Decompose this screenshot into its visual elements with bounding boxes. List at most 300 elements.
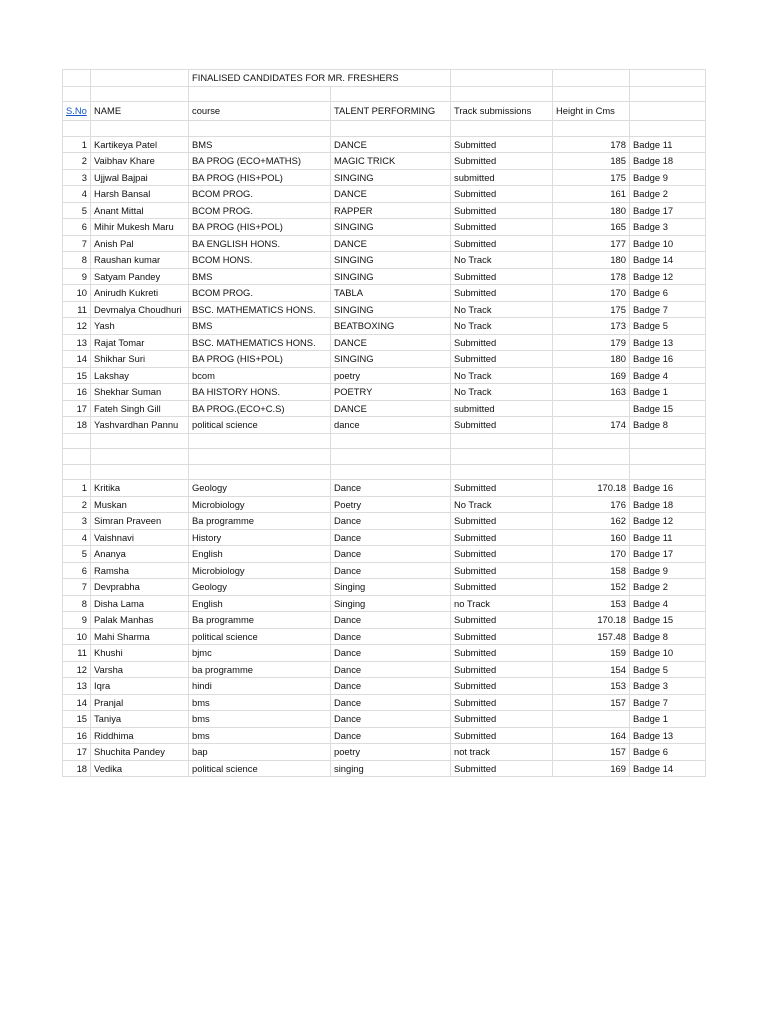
cell-badge[interactable]: Badge 16 bbox=[630, 351, 706, 368]
cell-height[interactable]: 177 bbox=[553, 235, 630, 252]
cell-height[interactable]: 174 bbox=[553, 417, 630, 434]
cell-talent[interactable]: DANCE bbox=[331, 334, 451, 351]
empty-cell[interactable] bbox=[553, 121, 630, 137]
cell-talent[interactable]: Dance bbox=[331, 727, 451, 744]
cell-course[interactable]: BMS bbox=[189, 136, 331, 153]
cell-height[interactable]: 157 bbox=[553, 744, 630, 761]
cell-course[interactable]: BA HISTORY HONS. bbox=[189, 384, 331, 401]
cell-track[interactable]: no Track bbox=[451, 595, 553, 612]
cell-course[interactable]: BA PROG (HIS+POL) bbox=[189, 219, 331, 236]
cell-sno[interactable]: 10 bbox=[63, 285, 91, 302]
cell-badge[interactable]: Badge 6 bbox=[630, 744, 706, 761]
cell-talent[interactable]: poetry bbox=[331, 367, 451, 384]
cell-track[interactable]: Submitted bbox=[451, 727, 553, 744]
cell-badge[interactable]: Badge 13 bbox=[630, 727, 706, 744]
cell-course[interactable]: BMS bbox=[189, 318, 331, 335]
cell-track[interactable]: Submitted bbox=[451, 513, 553, 530]
cell-course[interactable]: BCOM PROG. bbox=[189, 186, 331, 203]
cell-sno[interactable]: 9 bbox=[63, 612, 91, 629]
cell-sno[interactable]: 5 bbox=[63, 202, 91, 219]
header-talent[interactable]: TALENT PERFORMING bbox=[331, 102, 451, 121]
cell-course[interactable]: BSC. MATHEMATICS HONS. bbox=[189, 334, 331, 351]
cell-badge[interactable]: Badge 17 bbox=[630, 202, 706, 219]
cell-sno[interactable]: 1 bbox=[63, 136, 91, 153]
cell-sno[interactable]: 18 bbox=[63, 760, 91, 777]
cell-height[interactable] bbox=[553, 400, 630, 417]
empty-cell[interactable] bbox=[451, 86, 553, 102]
cell-course[interactable]: BMS bbox=[189, 268, 331, 285]
cell-sno[interactable]: 3 bbox=[63, 513, 91, 530]
cell-sno[interactable]: 9 bbox=[63, 268, 91, 285]
cell-track[interactable]: No Track bbox=[451, 367, 553, 384]
cell-name[interactable]: Kritika bbox=[91, 480, 189, 497]
cell-sno[interactable]: 16 bbox=[63, 384, 91, 401]
cell-height[interactable]: 160 bbox=[553, 529, 630, 546]
cell-badge[interactable]: Badge 4 bbox=[630, 367, 706, 384]
cell-track[interactable]: Submitted bbox=[451, 661, 553, 678]
cell-height[interactable]: 169 bbox=[553, 760, 630, 777]
cell-course[interactable]: BCOM HONS. bbox=[189, 252, 331, 269]
cell-track[interactable]: No Track bbox=[451, 496, 553, 513]
cell-name[interactable]: Pranjal bbox=[91, 694, 189, 711]
cell-sno[interactable]: 18 bbox=[63, 417, 91, 434]
cell-name[interactable]: Khushi bbox=[91, 645, 189, 662]
cell-talent[interactable]: Singing bbox=[331, 595, 451, 612]
cell-badge[interactable]: Badge 12 bbox=[630, 268, 706, 285]
empty-cell[interactable] bbox=[553, 464, 630, 480]
cell-name[interactable]: Mahi Sharma bbox=[91, 628, 189, 645]
cell-course[interactable]: BA PROG (HIS+POL) bbox=[189, 169, 331, 186]
cell-track[interactable]: Submitted bbox=[451, 694, 553, 711]
cell-height[interactable]: 163 bbox=[553, 384, 630, 401]
cell-track[interactable]: Submitted bbox=[451, 612, 553, 629]
cell-badge[interactable]: Badge 10 bbox=[630, 235, 706, 252]
cell-talent[interactable]: Dance bbox=[331, 480, 451, 497]
cell-talent[interactable]: DANCE bbox=[331, 235, 451, 252]
empty-cell[interactable] bbox=[63, 86, 91, 102]
cell-name[interactable]: Fateh Singh Gill bbox=[91, 400, 189, 417]
cell-track[interactable]: Submitted bbox=[451, 202, 553, 219]
cell-talent[interactable]: POETRY bbox=[331, 384, 451, 401]
cell-track[interactable]: Submitted bbox=[451, 628, 553, 645]
cell-badge[interactable]: Badge 4 bbox=[630, 595, 706, 612]
header-track[interactable]: Track submissions bbox=[451, 102, 553, 121]
empty-cell[interactable] bbox=[451, 121, 553, 137]
cell-name[interactable]: Ramsha bbox=[91, 562, 189, 579]
cell-name[interactable]: Yash bbox=[91, 318, 189, 335]
cell-badge[interactable]: Badge 3 bbox=[630, 219, 706, 236]
cell-badge[interactable]: Badge 9 bbox=[630, 169, 706, 186]
cell-course[interactable]: bms bbox=[189, 711, 331, 728]
cell-talent[interactable]: SINGING bbox=[331, 301, 451, 318]
cell-talent[interactable]: Dance bbox=[331, 628, 451, 645]
cell-talent[interactable]: dance bbox=[331, 417, 451, 434]
cell-talent[interactable]: Singing bbox=[331, 579, 451, 596]
cell-sno[interactable]: 17 bbox=[63, 744, 91, 761]
empty-cell[interactable] bbox=[189, 121, 331, 137]
empty-cell[interactable] bbox=[189, 449, 331, 465]
cell-track[interactable]: not track bbox=[451, 744, 553, 761]
cell-height[interactable]: 170.18 bbox=[553, 480, 630, 497]
cell-track[interactable]: submitted bbox=[451, 169, 553, 186]
cell-talent[interactable]: TABLA bbox=[331, 285, 451, 302]
cell-talent[interactable]: Dance bbox=[331, 711, 451, 728]
cell-sno[interactable]: 3 bbox=[63, 169, 91, 186]
cell-talent[interactable]: MAGIC TRICK bbox=[331, 153, 451, 170]
cell-name[interactable]: Lakshay bbox=[91, 367, 189, 384]
cell-sno[interactable]: 15 bbox=[63, 711, 91, 728]
cell-track[interactable]: Submitted bbox=[451, 645, 553, 662]
cell-name[interactable]: Vaibhav Khare bbox=[91, 153, 189, 170]
cell-height[interactable]: 152 bbox=[553, 579, 630, 596]
cell-sno[interactable]: 4 bbox=[63, 186, 91, 203]
cell-talent[interactable]: SINGING bbox=[331, 169, 451, 186]
cell-height[interactable]: 158 bbox=[553, 562, 630, 579]
cell-name[interactable]: Muskan bbox=[91, 496, 189, 513]
cell-height[interactable]: 154 bbox=[553, 661, 630, 678]
empty-cell[interactable] bbox=[553, 449, 630, 465]
empty-cell[interactable] bbox=[553, 70, 630, 87]
cell-sno[interactable]: 12 bbox=[63, 318, 91, 335]
cell-course[interactable]: political science bbox=[189, 417, 331, 434]
cell-talent[interactable]: Dance bbox=[331, 546, 451, 563]
cell-badge[interactable]: Badge 15 bbox=[630, 612, 706, 629]
cell-name[interactable]: Iqra bbox=[91, 678, 189, 695]
empty-cell[interactable] bbox=[189, 433, 331, 449]
cell-badge[interactable]: Badge 18 bbox=[630, 153, 706, 170]
cell-height[interactable] bbox=[553, 711, 630, 728]
cell-track[interactable]: No Track bbox=[451, 384, 553, 401]
cell-track[interactable]: Submitted bbox=[451, 678, 553, 695]
cell-course[interactable]: political science bbox=[189, 760, 331, 777]
cell-course[interactable]: bms bbox=[189, 694, 331, 711]
cell-course[interactable]: Geology bbox=[189, 579, 331, 596]
empty-cell[interactable] bbox=[331, 433, 451, 449]
cell-height[interactable]: 170 bbox=[553, 546, 630, 563]
cell-badge[interactable]: Badge 16 bbox=[630, 480, 706, 497]
cell-track[interactable]: No Track bbox=[451, 301, 553, 318]
cell-badge[interactable]: Badge 10 bbox=[630, 645, 706, 662]
cell-track[interactable]: Submitted bbox=[451, 546, 553, 563]
cell-height[interactable]: 159 bbox=[553, 645, 630, 662]
cell-badge[interactable]: Badge 14 bbox=[630, 252, 706, 269]
cell-name[interactable]: Disha Lama bbox=[91, 595, 189, 612]
cell-course[interactable]: bcom bbox=[189, 367, 331, 384]
cell-course[interactable]: Ba programme bbox=[189, 513, 331, 530]
empty-cell[interactable] bbox=[451, 449, 553, 465]
empty-cell[interactable] bbox=[63, 121, 91, 137]
cell-name[interactable]: Vaishnavi bbox=[91, 529, 189, 546]
header-sno[interactable] bbox=[63, 102, 91, 121]
cell-sno[interactable]: 2 bbox=[63, 153, 91, 170]
cell-track[interactable]: Submitted bbox=[451, 285, 553, 302]
cell-badge[interactable]: Badge 2 bbox=[630, 579, 706, 596]
cell-badge[interactable]: Badge 12 bbox=[630, 513, 706, 530]
cell-badge[interactable]: Badge 13 bbox=[630, 334, 706, 351]
cell-talent[interactable]: SINGING bbox=[331, 219, 451, 236]
cell-track[interactable]: Submitted bbox=[451, 334, 553, 351]
cell-track[interactable]: Submitted bbox=[451, 562, 553, 579]
cell-badge[interactable]: Badge 9 bbox=[630, 562, 706, 579]
cell-talent[interactable]: DANCE bbox=[331, 400, 451, 417]
cell-badge[interactable]: Badge 18 bbox=[630, 496, 706, 513]
cell-badge[interactable]: Badge 8 bbox=[630, 628, 706, 645]
cell-badge[interactable]: Badge 17 bbox=[630, 546, 706, 563]
cell-height[interactable]: 180 bbox=[553, 351, 630, 368]
empty-cell[interactable] bbox=[91, 464, 189, 480]
cell-name[interactable]: Mihir Mukesh Maru bbox=[91, 219, 189, 236]
empty-cell[interactable] bbox=[63, 70, 91, 87]
cell-course[interactable]: BCOM PROG. bbox=[189, 285, 331, 302]
cell-sno[interactable]: 15 bbox=[63, 367, 91, 384]
cell-talent[interactable]: Dance bbox=[331, 661, 451, 678]
empty-cell[interactable] bbox=[331, 86, 451, 102]
cell-badge[interactable]: Badge 11 bbox=[630, 529, 706, 546]
cell-name[interactable]: Varsha bbox=[91, 661, 189, 678]
cell-sno[interactable]: 6 bbox=[63, 219, 91, 236]
cell-name[interactable]: Anish Pal bbox=[91, 235, 189, 252]
cell-talent[interactable]: poetry bbox=[331, 744, 451, 761]
cell-height[interactable]: 170.18 bbox=[553, 612, 630, 629]
empty-cell[interactable] bbox=[630, 433, 706, 449]
cell-course[interactable]: political science bbox=[189, 628, 331, 645]
header-height[interactable]: Height in Cms bbox=[553, 102, 630, 121]
cell-track[interactable]: No Track bbox=[451, 318, 553, 335]
cell-track[interactable]: Submitted bbox=[451, 351, 553, 368]
empty-cell[interactable] bbox=[331, 449, 451, 465]
cell-course[interactable]: BA PROG (ECO+MATHS) bbox=[189, 153, 331, 170]
cell-track[interactable]: Submitted bbox=[451, 480, 553, 497]
cell-height[interactable]: 153 bbox=[553, 678, 630, 695]
cell-name[interactable]: Anirudh Kukreti bbox=[91, 285, 189, 302]
cell-sno[interactable]: 2 bbox=[63, 496, 91, 513]
cell-track[interactable]: Submitted bbox=[451, 529, 553, 546]
cell-name[interactable]: Taniya bbox=[91, 711, 189, 728]
empty-cell[interactable] bbox=[451, 464, 553, 480]
cell-sno[interactable]: 13 bbox=[63, 678, 91, 695]
cell-sno[interactable]: 17 bbox=[63, 400, 91, 417]
header-name[interactable]: NAME bbox=[91, 102, 189, 121]
cell-name[interactable]: Satyam Pandey bbox=[91, 268, 189, 285]
empty-cell[interactable] bbox=[91, 433, 189, 449]
cell-name[interactable]: Simran Praveen bbox=[91, 513, 189, 530]
cell-sno[interactable]: 6 bbox=[63, 562, 91, 579]
empty-cell[interactable] bbox=[630, 464, 706, 480]
cell-name[interactable]: Yashvardhan Pannu bbox=[91, 417, 189, 434]
cell-course[interactable]: English bbox=[189, 546, 331, 563]
empty-cell[interactable] bbox=[630, 121, 706, 137]
cell-course[interactable]: ba programme bbox=[189, 661, 331, 678]
empty-cell[interactable] bbox=[630, 86, 706, 102]
cell-name[interactable]: Harsh Bansal bbox=[91, 186, 189, 203]
cell-course[interactable]: Ba programme bbox=[189, 612, 331, 629]
cell-name[interactable]: Rajat Tomar bbox=[91, 334, 189, 351]
cell-track[interactable]: Submitted bbox=[451, 579, 553, 596]
cell-talent[interactable]: Dance bbox=[331, 562, 451, 579]
empty-cell[interactable] bbox=[630, 102, 706, 121]
empty-cell[interactable] bbox=[331, 464, 451, 480]
cell-talent[interactable]: SINGING bbox=[331, 252, 451, 269]
cell-badge[interactable]: Badge 14 bbox=[630, 760, 706, 777]
cell-course[interactable]: Geology bbox=[189, 480, 331, 497]
empty-cell[interactable] bbox=[189, 464, 331, 480]
cell-name[interactable]: Ujjwal Bajpai bbox=[91, 169, 189, 186]
empty-cell[interactable] bbox=[553, 86, 630, 102]
cell-track[interactable]: Submitted bbox=[451, 235, 553, 252]
cell-talent[interactable]: DANCE bbox=[331, 136, 451, 153]
cell-course[interactable]: hindi bbox=[189, 678, 331, 695]
cell-sno[interactable]: 7 bbox=[63, 579, 91, 596]
cell-name[interactable]: Shekhar Suman bbox=[91, 384, 189, 401]
empty-cell[interactable] bbox=[91, 86, 189, 102]
cell-course[interactable]: bap bbox=[189, 744, 331, 761]
sheet-title[interactable]: FINALISED CANDIDATES FOR MR. FRESHERS bbox=[189, 70, 451, 87]
cell-height[interactable]: 157.48 bbox=[553, 628, 630, 645]
cell-name[interactable]: Devprabha bbox=[91, 579, 189, 596]
cell-name[interactable]: Raushan kumar bbox=[91, 252, 189, 269]
cell-height[interactable]: 178 bbox=[553, 136, 630, 153]
empty-cell[interactable] bbox=[630, 70, 706, 87]
cell-name[interactable]: Shikhar Suri bbox=[91, 351, 189, 368]
cell-talent[interactable]: Dance bbox=[331, 645, 451, 662]
cell-course[interactable]: BSC. MATHEMATICS HONS. bbox=[189, 301, 331, 318]
cell-talent[interactable]: singing bbox=[331, 760, 451, 777]
cell-course[interactable]: bjmc bbox=[189, 645, 331, 662]
cell-track[interactable]: Submitted bbox=[451, 153, 553, 170]
cell-sno[interactable]: 14 bbox=[63, 351, 91, 368]
cell-height[interactable]: 153 bbox=[553, 595, 630, 612]
cell-height[interactable]: 178 bbox=[553, 268, 630, 285]
cell-sno[interactable]: 13 bbox=[63, 334, 91, 351]
cell-course[interactable]: English bbox=[189, 595, 331, 612]
cell-track[interactable]: Submitted bbox=[451, 711, 553, 728]
cell-course[interactable]: Microbiology bbox=[189, 496, 331, 513]
sno-link[interactable]: S.No bbox=[66, 105, 87, 116]
cell-talent[interactable]: SINGING bbox=[331, 351, 451, 368]
cell-sno[interactable]: 16 bbox=[63, 727, 91, 744]
cell-track[interactable]: No Track bbox=[451, 252, 553, 269]
cell-badge[interactable]: Badge 3 bbox=[630, 678, 706, 695]
cell-height[interactable]: 179 bbox=[553, 334, 630, 351]
cell-talent[interactable]: Dance bbox=[331, 678, 451, 695]
cell-sno[interactable]: 1 bbox=[63, 480, 91, 497]
empty-cell[interactable] bbox=[91, 449, 189, 465]
cell-badge[interactable]: Badge 7 bbox=[630, 301, 706, 318]
empty-cell[interactable] bbox=[451, 433, 553, 449]
cell-height[interactable]: 176 bbox=[553, 496, 630, 513]
cell-talent[interactable]: Dance bbox=[331, 694, 451, 711]
cell-name[interactable]: Palak Manhas bbox=[91, 612, 189, 629]
cell-course[interactable]: Microbiology bbox=[189, 562, 331, 579]
cell-sno[interactable]: 11 bbox=[63, 645, 91, 662]
cell-talent[interactable]: RAPPER bbox=[331, 202, 451, 219]
empty-cell[interactable] bbox=[91, 121, 189, 137]
cell-height[interactable]: 180 bbox=[553, 202, 630, 219]
cell-name[interactable]: Shuchita Pandey bbox=[91, 744, 189, 761]
cell-height[interactable]: 173 bbox=[553, 318, 630, 335]
empty-cell[interactable] bbox=[331, 121, 451, 137]
cell-name[interactable]: Anant Mittal bbox=[91, 202, 189, 219]
cell-course[interactable]: History bbox=[189, 529, 331, 546]
cell-badge[interactable]: Badge 2 bbox=[630, 186, 706, 203]
cell-sno[interactable]: 8 bbox=[63, 252, 91, 269]
cell-talent[interactable]: BEATBOXING bbox=[331, 318, 451, 335]
cell-track[interactable]: Submitted bbox=[451, 268, 553, 285]
cell-talent[interactable]: Dance bbox=[331, 513, 451, 530]
empty-cell[interactable] bbox=[91, 70, 189, 87]
cell-talent[interactable]: DANCE bbox=[331, 186, 451, 203]
cell-talent[interactable]: SINGING bbox=[331, 268, 451, 285]
cell-name[interactable]: Vedika bbox=[91, 760, 189, 777]
cell-sno[interactable]: 4 bbox=[63, 529, 91, 546]
cell-course[interactable]: BCOM PROG. bbox=[189, 202, 331, 219]
cell-sno[interactable]: 7 bbox=[63, 235, 91, 252]
cell-badge[interactable]: Badge 11 bbox=[630, 136, 706, 153]
cell-badge[interactable]: Badge 15 bbox=[630, 400, 706, 417]
cell-badge[interactable]: Badge 7 bbox=[630, 694, 706, 711]
cell-name[interactable]: Riddhima bbox=[91, 727, 189, 744]
cell-course[interactable]: BA PROG.(ECO+C.S) bbox=[189, 400, 331, 417]
cell-sno[interactable]: 11 bbox=[63, 301, 91, 318]
cell-height[interactable]: 157 bbox=[553, 694, 630, 711]
cell-name[interactable]: Kartikeya Patel bbox=[91, 136, 189, 153]
cell-badge[interactable]: Badge 1 bbox=[630, 711, 706, 728]
cell-badge[interactable]: Badge 1 bbox=[630, 384, 706, 401]
cell-height[interactable]: 164 bbox=[553, 727, 630, 744]
cell-height[interactable]: 169 bbox=[553, 367, 630, 384]
cell-talent[interactable]: Poetry bbox=[331, 496, 451, 513]
cell-height[interactable]: 185 bbox=[553, 153, 630, 170]
cell-track[interactable]: Submitted bbox=[451, 417, 553, 434]
cell-sno[interactable]: 12 bbox=[63, 661, 91, 678]
cell-name[interactable]: Devmalya Choudhuri bbox=[91, 301, 189, 318]
cell-name[interactable]: Ananya bbox=[91, 546, 189, 563]
empty-cell[interactable] bbox=[63, 464, 91, 480]
cell-height[interactable]: 170 bbox=[553, 285, 630, 302]
cell-height[interactable]: 165 bbox=[553, 219, 630, 236]
cell-badge[interactable]: Badge 5 bbox=[630, 318, 706, 335]
empty-cell[interactable] bbox=[63, 449, 91, 465]
empty-cell[interactable] bbox=[630, 449, 706, 465]
cell-badge[interactable]: Badge 8 bbox=[630, 417, 706, 434]
cell-height[interactable]: 161 bbox=[553, 186, 630, 203]
cell-height[interactable]: 162 bbox=[553, 513, 630, 530]
empty-cell[interactable] bbox=[553, 433, 630, 449]
cell-sno[interactable]: 10 bbox=[63, 628, 91, 645]
cell-badge[interactable]: Badge 5 bbox=[630, 661, 706, 678]
header-course[interactable]: course bbox=[189, 102, 331, 121]
cell-course[interactable]: BA ENGLISH HONS. bbox=[189, 235, 331, 252]
cell-height[interactable]: 175 bbox=[553, 169, 630, 186]
cell-track[interactable]: Submitted bbox=[451, 136, 553, 153]
cell-sno[interactable]: 14 bbox=[63, 694, 91, 711]
empty-cell[interactable] bbox=[63, 433, 91, 449]
cell-course[interactable]: BA PROG (HIS+POL) bbox=[189, 351, 331, 368]
cell-talent[interactable]: Dance bbox=[331, 529, 451, 546]
cell-height[interactable]: 175 bbox=[553, 301, 630, 318]
empty-cell[interactable] bbox=[189, 86, 331, 102]
cell-track[interactable]: Submitted bbox=[451, 760, 553, 777]
cell-sno[interactable]: 8 bbox=[63, 595, 91, 612]
cell-height[interactable]: 180 bbox=[553, 252, 630, 269]
cell-track[interactable]: Submitted bbox=[451, 186, 553, 203]
cell-track[interactable]: Submitted bbox=[451, 219, 553, 236]
cell-track[interactable]: submitted bbox=[451, 400, 553, 417]
cell-sno[interactable]: 5 bbox=[63, 546, 91, 563]
empty-cell[interactable] bbox=[451, 70, 553, 87]
cell-course[interactable]: bms bbox=[189, 727, 331, 744]
cell-talent[interactable]: Dance bbox=[331, 612, 451, 629]
